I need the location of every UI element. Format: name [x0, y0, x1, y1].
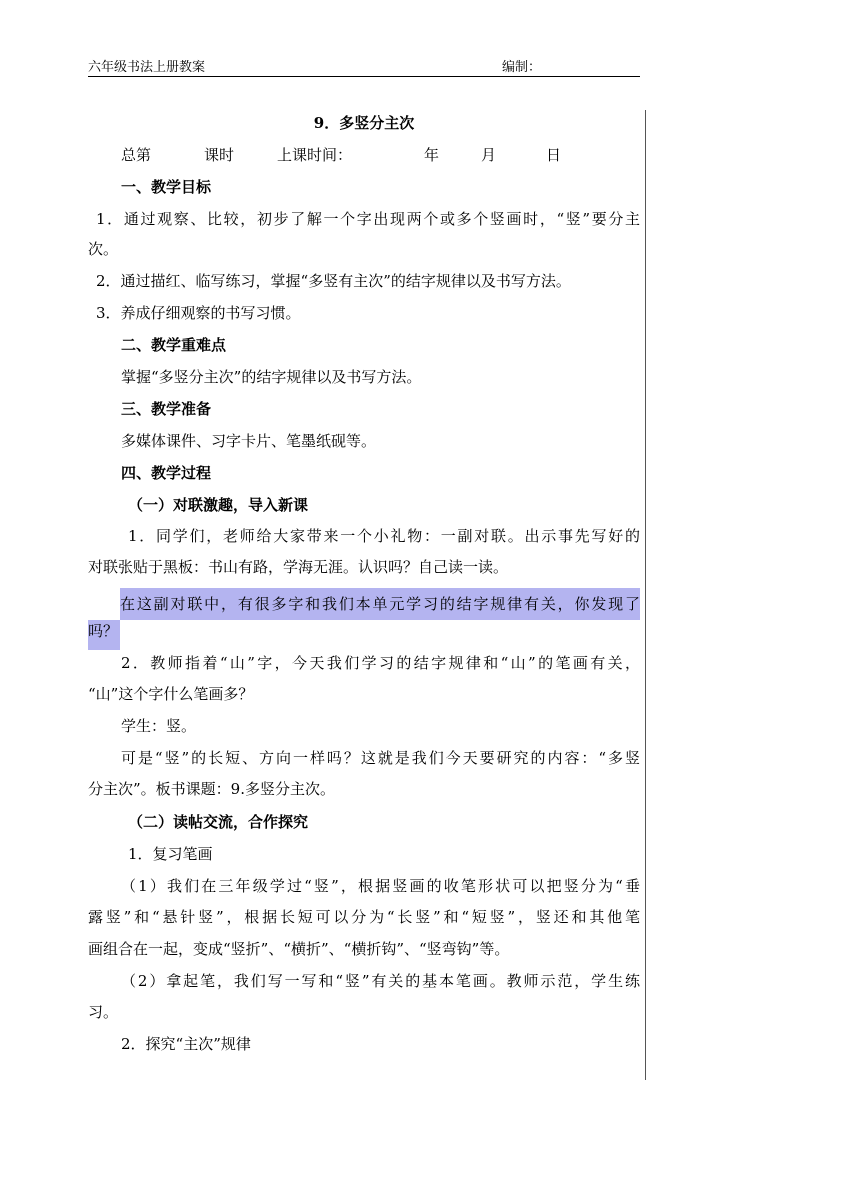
- highlighted-paragraph: 吗？: [88, 620, 120, 650]
- paragraph: 1．复习笔画: [128, 845, 213, 863]
- meta-day: 日: [546, 146, 562, 164]
- meta-lesson: 课时: [204, 146, 235, 164]
- paragraph: 学生：竖。: [121, 717, 197, 735]
- paragraph: 1．同学们，老师给大家带来一个小礼物：一副对联。出示事先写好的: [128, 527, 640, 545]
- meta-year: 年: [424, 146, 440, 164]
- section-heading-preparation: 三、教学准备: [121, 400, 212, 418]
- paragraph: 掌握“多竖分主次”的结字规律以及书写方法。: [121, 368, 422, 386]
- subsection-heading-intro: （一）对联激趣，导入新课: [128, 496, 309, 514]
- highlighted-paragraph: 在这副对联中，有很多字和我们本单元学习的结字规律有关，你发现了: [120, 588, 640, 620]
- subsection-heading-study: （二）读帖交流，合作探究: [128, 813, 309, 831]
- paragraph: 多媒体课件、习字卡片、笔墨纸砚等。: [121, 432, 377, 450]
- header-editor-label: 编制：: [502, 60, 542, 75]
- paragraph: 习。: [88, 1003, 119, 1021]
- meta-time-label: 上课时间：: [277, 146, 353, 164]
- page-header: [88, 56, 640, 77]
- header-course-title: 六年级书法上册教案: [88, 60, 206, 75]
- paragraph: （2）拿起笔，我们写一写和“竖”有关的基本笔画。教师示范，学生练: [121, 972, 640, 990]
- lesson-title: 9．多竖分主次: [313, 114, 415, 132]
- paragraph: 露竖”和“悬针竖”，根据长短可以分为“长竖”和“短竖”，竖还和其他笔: [88, 908, 640, 926]
- paragraph: 可是“竖”的长短、方向一样吗？这就是我们今天要研究的内容：“多竖: [121, 749, 640, 767]
- paragraph: 2．教师指着“山”字，今天我们学习的结字规律和“山”的笔画有关，: [121, 654, 640, 672]
- section-heading-process: 四、教学过程: [121, 464, 212, 482]
- paragraph: 次。: [88, 240, 119, 258]
- right-margin-line: [645, 110, 646, 1080]
- meta-total: 总第: [121, 146, 152, 164]
- section-heading-goals: 一、教学目标: [121, 178, 212, 196]
- paragraph: 2．通过描红、临写练习，掌握“多竖有主次”的结字规律以及书写方法。: [96, 272, 571, 290]
- section-heading-key-points: 二、教学重难点: [121, 336, 227, 354]
- paragraph: 1．通过观察、比较，初步了解一个字出现两个或多个竖画时，“竖”要分主: [96, 210, 640, 228]
- lesson-meta: [88, 144, 640, 166]
- paragraph: “山”这个字什么笔画多？: [88, 685, 254, 703]
- paragraph: 画组合在一起，变成“竖折”、“横折”、“横折钩”、“竖弯钩”等。: [88, 940, 510, 958]
- paragraph: 分主次”。板书课题：9.多竖分主次。: [88, 780, 335, 798]
- paragraph: 3．养成仔细观察的书写习惯。: [96, 304, 301, 322]
- meta-month: 月: [481, 146, 497, 164]
- paragraph: （1）我们在三年级学过“竖”，根据竖画的收笔形状可以把竖分为“垂: [121, 877, 640, 895]
- paragraph: 对联张贴于黑板：书山有路，学海无涯。认识吗？自己读一读。: [88, 558, 509, 576]
- paragraph: 2．探究“主次”规律: [121, 1035, 251, 1053]
